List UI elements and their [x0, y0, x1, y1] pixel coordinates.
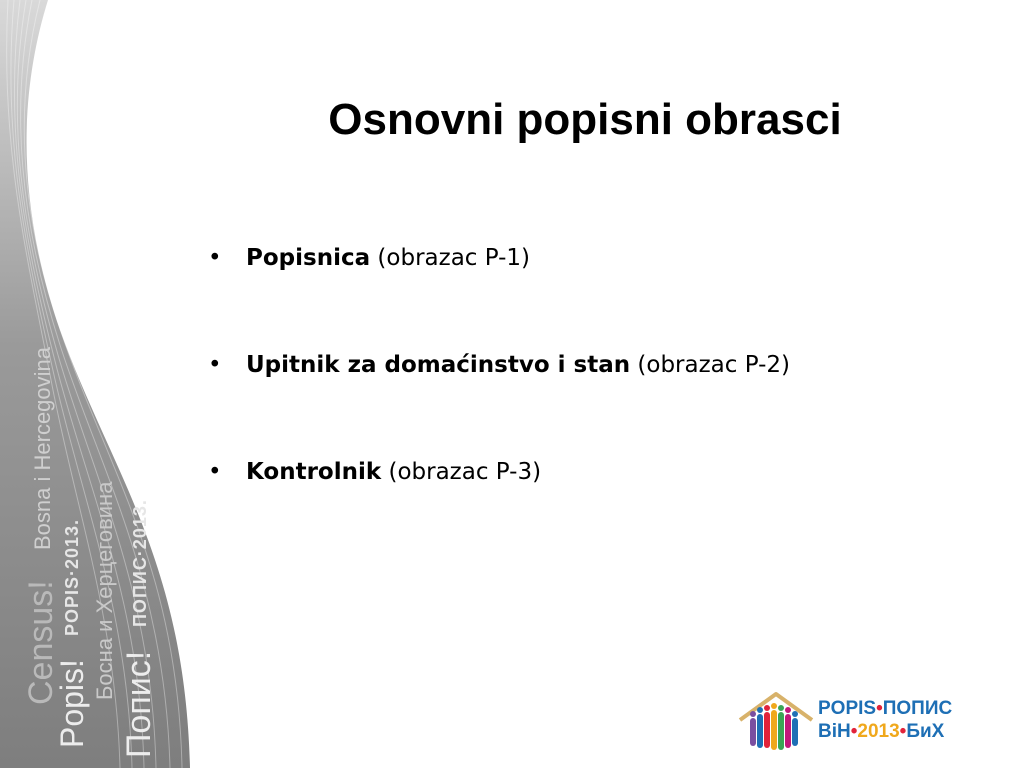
logo-bih-latin: BiH	[818, 721, 851, 742]
watermark-popis-year: POPIS·2013.	[62, 518, 82, 636]
bullet-marker: •	[208, 459, 222, 485]
bullet-bold-text: Popisnica	[246, 245, 371, 271]
bullet-bold-text: Kontrolnik	[246, 459, 382, 485]
watermark-popis-year-cyrillic: ПОПИС·2013.	[130, 499, 150, 627]
watermark-bih-latin: Bosna i Hercegovina	[30, 346, 55, 550]
house-people-icon	[736, 690, 816, 756]
bullet-item	[208, 452, 790, 559]
logo-year: 2013	[857, 721, 900, 742]
bullet-item	[208, 345, 790, 452]
bullet-marker: •	[208, 245, 222, 271]
logo-separator: •	[899, 721, 907, 742]
logo-line-2	[818, 721, 944, 743]
logo-popis-latin: POPIS	[818, 698, 877, 719]
sidebar-decoration	[0, 0, 200, 768]
logo-separator: •	[850, 721, 858, 742]
watermark-popis-cyrillic: Попис!	[120, 650, 158, 758]
bullet-rest-text: (obrazac P-2)	[630, 352, 790, 378]
slide-title: Osnovni popisni obrasci	[328, 95, 842, 144]
bullet-item	[208, 238, 790, 345]
bullet-rest-text: (obrazac P-1)	[370, 245, 531, 271]
bullet-bold-text: Upitnik za domaćinstvo i stan	[246, 352, 631, 378]
logo-separator: •	[876, 698, 883, 719]
census-logo	[736, 688, 986, 758]
logo-popis-cyrillic: ПОПИС	[882, 698, 953, 719]
bullet-list	[208, 238, 790, 559]
bullet-rest-text: (obrazac P-3)	[381, 459, 542, 485]
bullet-marker: •	[208, 352, 222, 378]
watermark-census: Census!	[22, 580, 60, 705]
watermark-bih-cyrillic: Босна и Херцеговина	[92, 481, 117, 700]
watermark-popis: Popis!	[54, 659, 90, 748]
logo-line-1	[818, 698, 952, 720]
logo-bih-cyrillic: БиХ	[906, 721, 945, 742]
